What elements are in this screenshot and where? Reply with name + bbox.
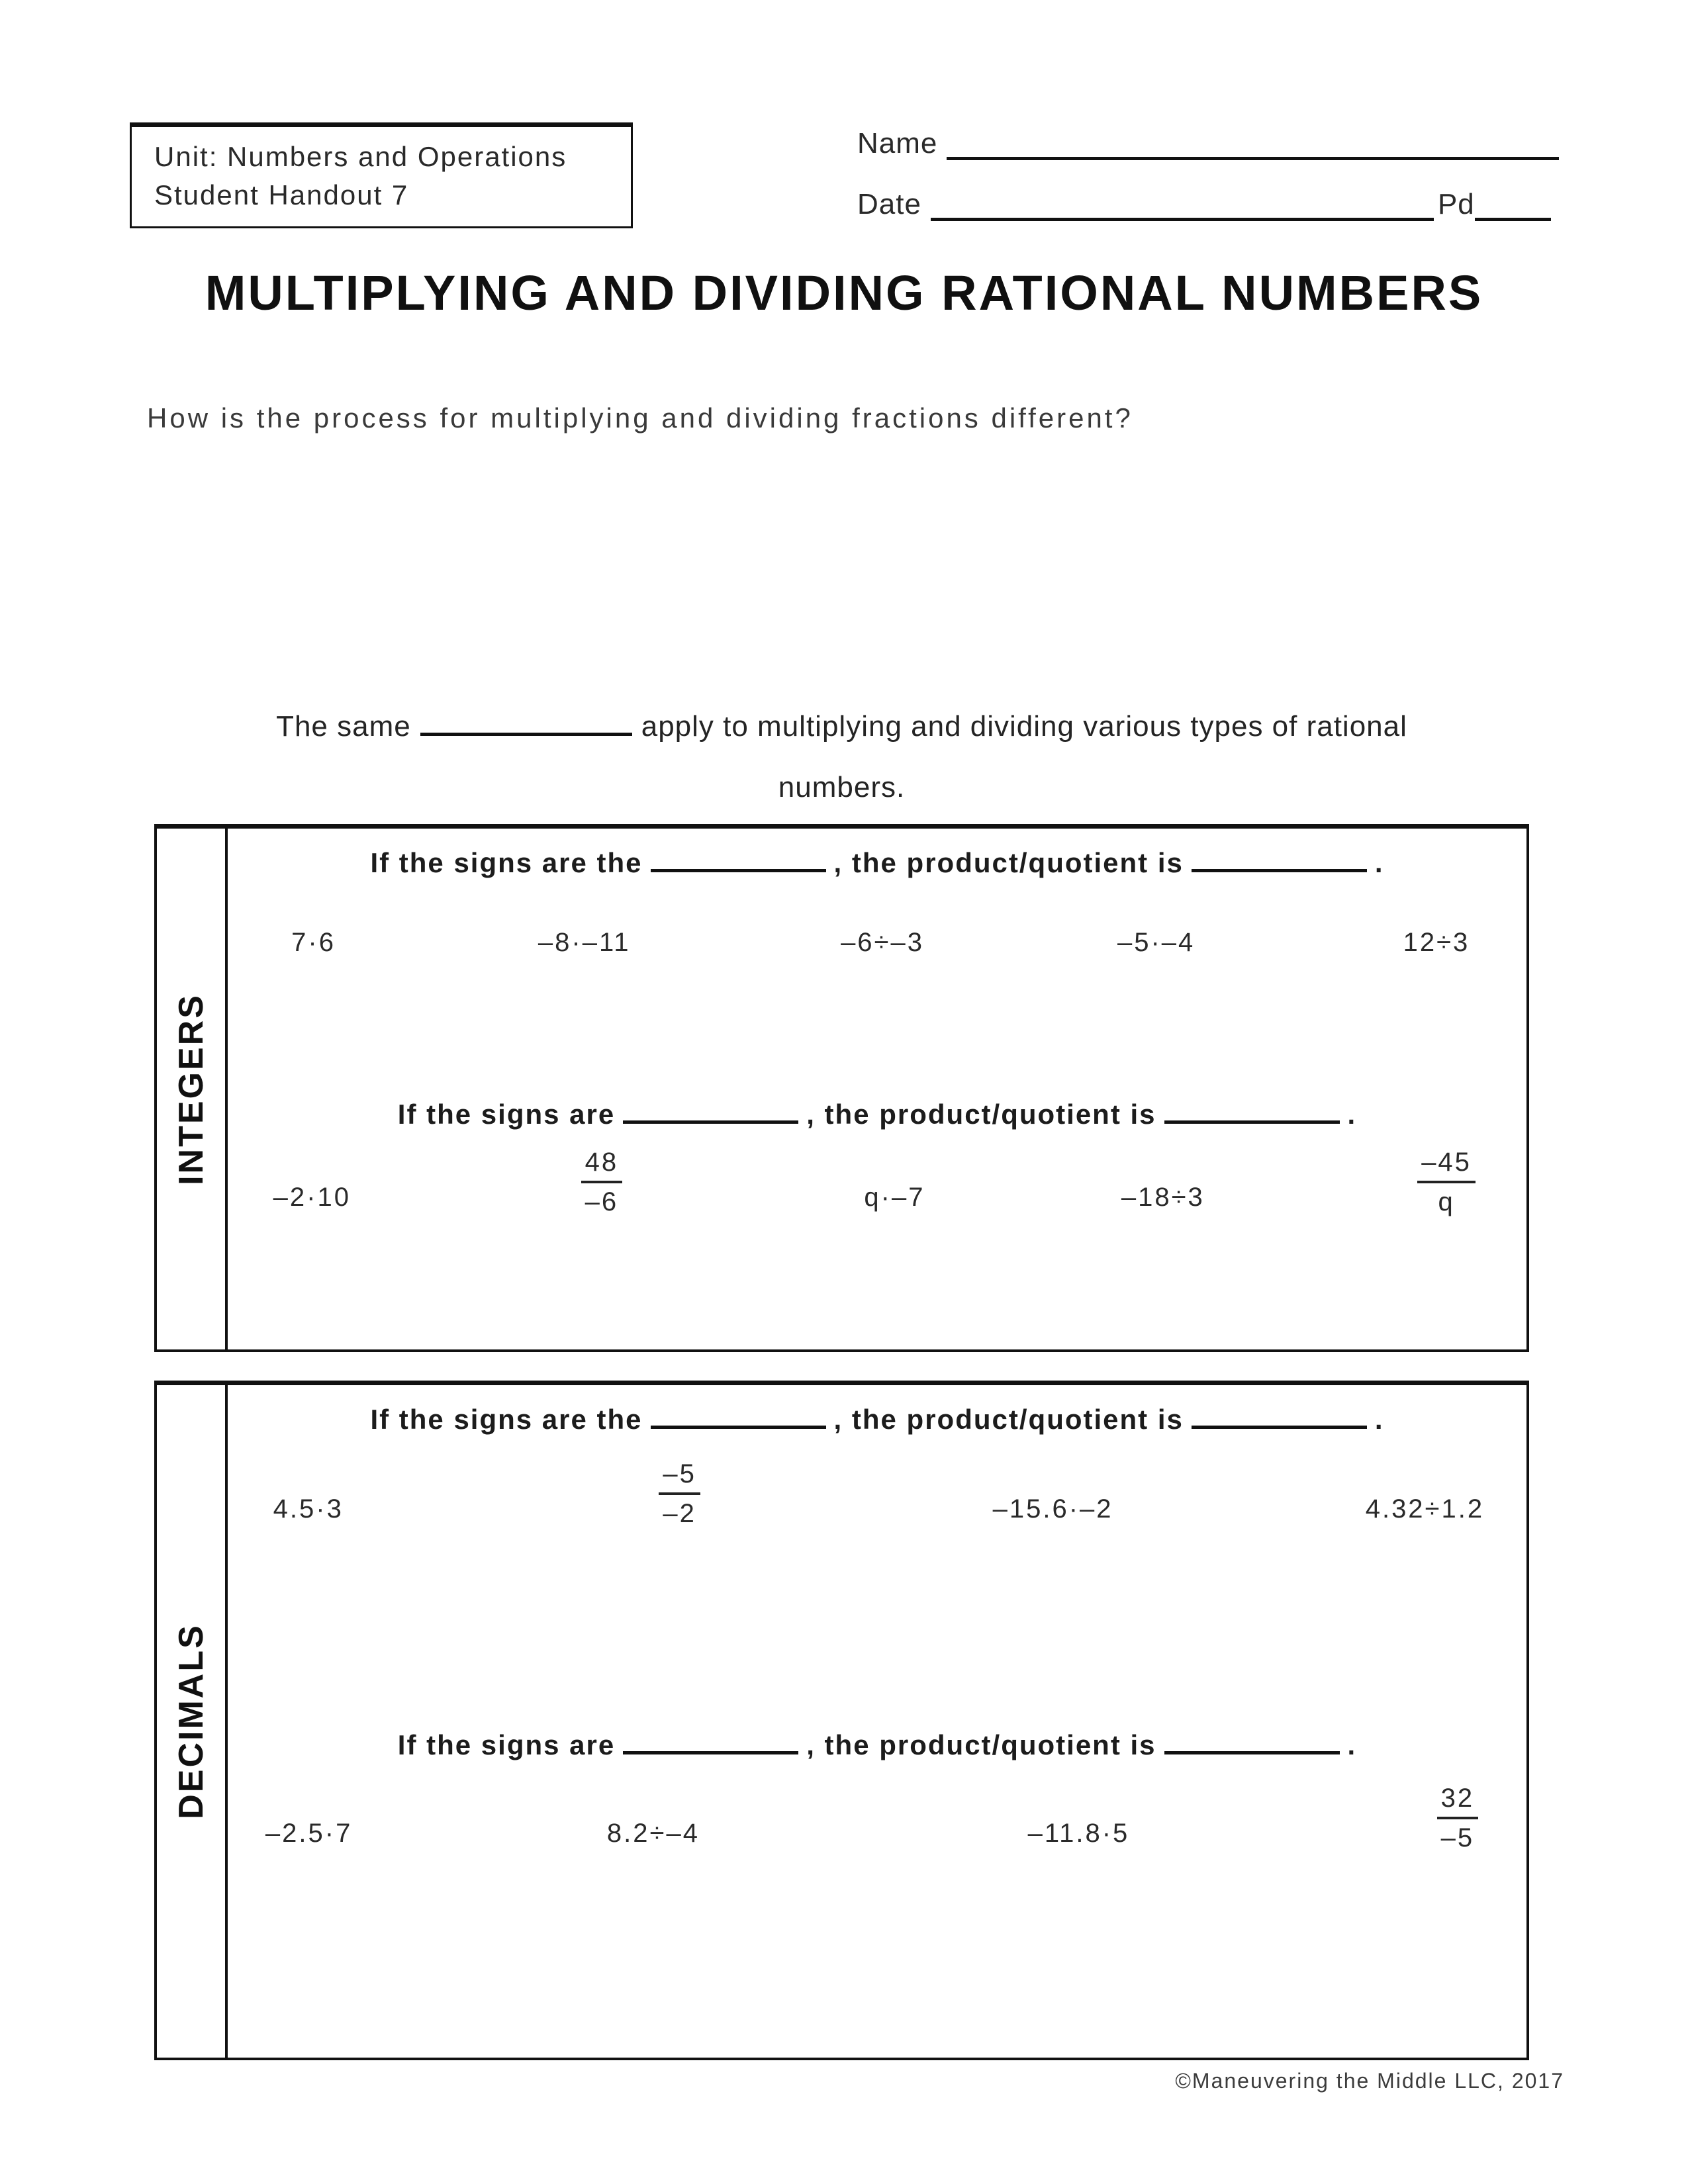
integers-section (154, 824, 1529, 1352)
date-line (931, 211, 1434, 221)
rule-blank (623, 1116, 798, 1124)
rule-text: , the product/quotient is (833, 847, 1184, 878)
date-field-row (857, 160, 1569, 221)
problem-fraction (659, 1457, 700, 1531)
section-label-decimals: DECIMALS (171, 1623, 211, 1819)
footer-copyright: ©Maneuvering the Middle LLC, 2017 (1175, 2069, 1564, 2093)
problem-expression: 7·6 (291, 928, 336, 957)
key-idea-after: apply to multiplying and dividing various types of rational (641, 710, 1407, 743)
integers-label-column (157, 829, 228, 1349)
problem-fraction (1437, 1781, 1479, 1855)
rule-heading-same-signs (228, 847, 1526, 879)
problem-expression: q·–7 (864, 1183, 925, 1212)
rule-text: If the signs are the (370, 1404, 643, 1435)
problem-expression: –5·–4 (1117, 928, 1196, 957)
date-label: Date (857, 188, 921, 220)
name-label: Name (857, 127, 938, 159)
fraction-numerator: 48 (585, 1148, 619, 1177)
fraction (581, 1145, 623, 1219)
fraction (1417, 1145, 1476, 1219)
rule-heading-different-signs (228, 1099, 1526, 1130)
header-box (130, 122, 633, 228)
rule-blank (623, 1747, 798, 1754)
decimals-label-column (157, 1385, 228, 2058)
pd-label: Pd (1437, 188, 1475, 220)
section-label-integers: INTEGERS (171, 993, 211, 1185)
problem-expression: –15.6·–2 (992, 1494, 1113, 1524)
fraction-numerator: –45 (1421, 1148, 1472, 1177)
problem-expression: 4.32÷1.2 (1365, 1494, 1485, 1524)
page-title: MULTIPLYING AND DIVIDING RATIONAL NUMBERS (205, 265, 1483, 320)
problem-expression: –2.5·7 (265, 1819, 353, 1848)
handout-label: Student Handout 7 (154, 179, 409, 210)
decimals-section (154, 1381, 1529, 2060)
fraction-bar (1437, 1817, 1479, 1819)
problem-expression: –8·–11 (538, 928, 631, 957)
rule-text: . (1374, 1404, 1384, 1435)
fraction-bar (1417, 1181, 1476, 1183)
pd-line (1475, 211, 1551, 221)
rule-text: If the signs are the (370, 847, 643, 878)
rule-blank (651, 865, 826, 872)
problem-expression: –6÷–3 (841, 928, 924, 957)
rule-blank (651, 1422, 826, 1429)
key-idea-line2: numbers. (778, 771, 906, 803)
rule-blank (1164, 1116, 1340, 1124)
fraction-bar (581, 1181, 623, 1183)
problem-expression: 4.5·3 (273, 1494, 344, 1524)
rule-text: , the product/quotient is (806, 1099, 1156, 1130)
rule-text: . (1347, 1729, 1357, 1760)
problem-fraction (581, 1145, 623, 1219)
rule-text: . (1374, 847, 1384, 878)
name-date-block (857, 99, 1569, 221)
fraction (659, 1457, 700, 1531)
fraction (1437, 1781, 1479, 1855)
problem-expression: –11.8·5 (1027, 1819, 1130, 1848)
fraction-denominator: –6 (585, 1187, 619, 1216)
problem-expression: –18÷3 (1121, 1183, 1205, 1212)
fraction-numerator: 32 (1440, 1784, 1475, 1813)
fraction-denominator: q (1438, 1187, 1455, 1216)
rule-heading-same-signs (228, 1404, 1526, 1435)
rule-text: If the signs are (397, 1099, 616, 1130)
integers-content (228, 829, 1526, 1349)
fraction-denominator: –5 (1440, 1823, 1475, 1852)
unit-label: Unit: Numbers and Operations (154, 141, 567, 172)
problem-fraction (1417, 1145, 1476, 1219)
fraction-numerator: –5 (663, 1459, 696, 1488)
rule-text: . (1347, 1099, 1357, 1130)
key-idea-sentence (154, 696, 1529, 818)
rule-blank (1192, 1422, 1367, 1429)
problem-expression: 12÷3 (1403, 928, 1470, 957)
essential-question: How is the process for multiplying and dividing fractions different? (147, 402, 1133, 433)
rule-text: If the signs are (397, 1729, 616, 1760)
rule-blank (1164, 1747, 1340, 1754)
key-idea-line1 (154, 696, 1529, 757)
fraction-denominator: –2 (663, 1499, 696, 1528)
decimals-content (228, 1385, 1526, 2058)
problem-expression: –2·10 (273, 1183, 351, 1212)
name-field-row (857, 99, 1569, 160)
problem-expression: 8.2÷–4 (606, 1819, 700, 1848)
rule-text: , the product/quotient is (806, 1729, 1156, 1760)
name-line (947, 150, 1559, 160)
fraction-bar (659, 1492, 700, 1495)
key-idea-lead: The same (276, 710, 411, 743)
key-idea-blank (420, 727, 632, 736)
rule-heading-different-signs (228, 1729, 1526, 1761)
rule-blank (1192, 865, 1367, 872)
rule-text: , the product/quotient is (833, 1404, 1184, 1435)
